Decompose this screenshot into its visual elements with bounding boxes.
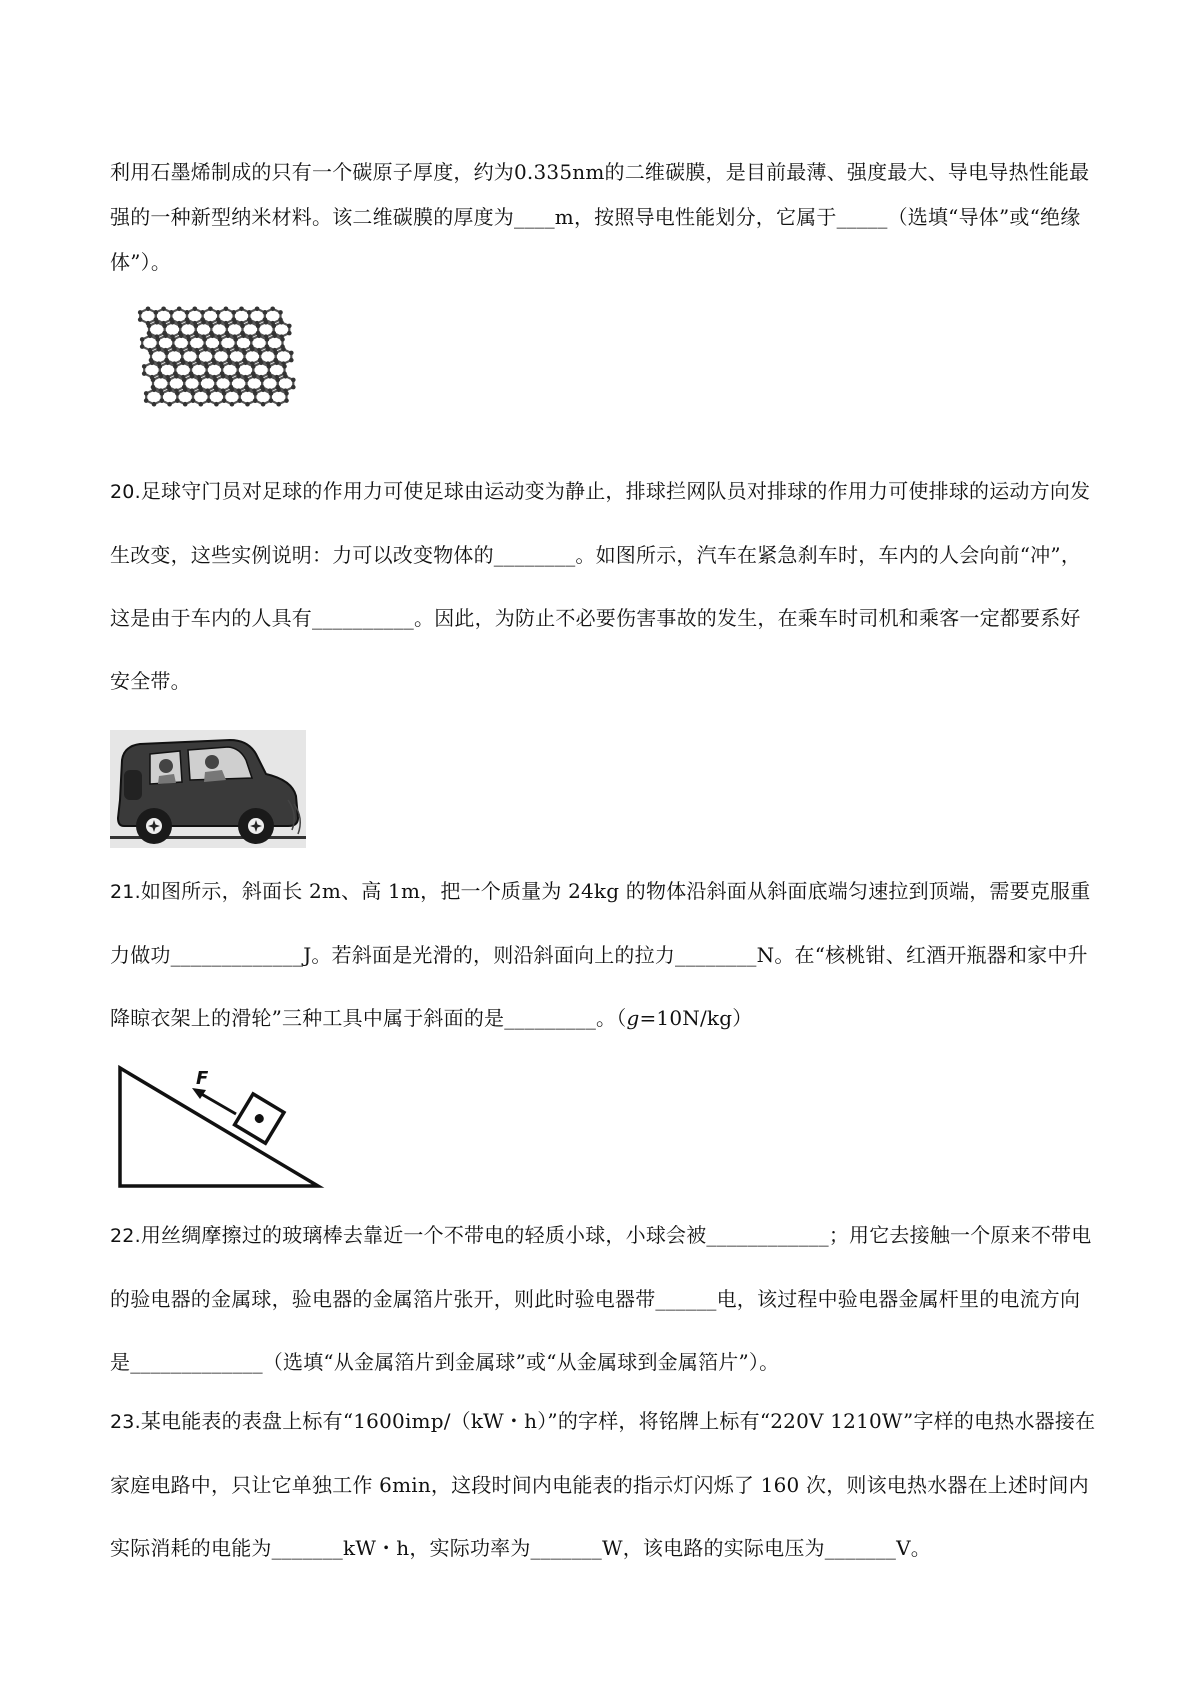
graphene-atom — [177, 307, 182, 312]
graphene-atom — [245, 402, 250, 407]
graphene-atom — [196, 351, 201, 356]
graphene-atom — [183, 402, 188, 407]
graphene-atom — [163, 334, 168, 339]
graphene-atom — [212, 361, 217, 366]
graphene-atom — [234, 347, 239, 352]
graphene-atom — [194, 324, 199, 329]
graphene-atom — [247, 310, 252, 315]
graphene-atom — [198, 378, 203, 383]
graphene-atom — [169, 310, 174, 315]
graphene-atom — [275, 378, 280, 383]
graphene-atom — [240, 324, 245, 329]
graphene-atom — [282, 364, 287, 369]
question-21 — [110, 860, 1100, 1050]
question-23-number: 23. — [110, 1411, 141, 1433]
graphene-atom — [150, 361, 155, 366]
graphene-atom — [220, 364, 225, 369]
graphene-atom — [281, 347, 286, 352]
graphene-atom — [209, 324, 214, 329]
graphene-atom — [274, 361, 279, 366]
graphene-atom — [179, 334, 184, 339]
graphene-atom — [278, 310, 283, 315]
question-20-text: 足球守门员对足球的作用力可使足球由运动变为静止，排球拦网队员对排球的作用力可使排球的运动方向发生改变，这些实例说明：力可以改变物体的________。如图所示，汽车在紧急刹车时，车内的人会向前“冲”，这是由于车内的人具有__________。因此，为防止不必要伤害事故的发生，在乘车时司机和乘客一定都要系好安全带。 — [110, 479, 1091, 693]
graphene-atom — [224, 307, 229, 312]
graphene-atom — [268, 374, 273, 379]
graphene-atom — [206, 391, 211, 396]
graphene-atom — [255, 307, 260, 312]
graphene-atom — [284, 398, 289, 403]
graphene-atom — [213, 378, 218, 383]
graphene-atom — [171, 337, 176, 342]
graphene-atom — [242, 351, 247, 356]
graphene-atom — [182, 378, 187, 383]
question-22 — [110, 1204, 1100, 1394]
graphene-atom — [226, 334, 231, 339]
graphene-atom — [174, 374, 179, 379]
braking-car-figure — [110, 730, 306, 848]
gravity-symbol: g — [626, 1006, 640, 1030]
graphene-atom — [261, 388, 266, 393]
graphene-atom — [152, 402, 157, 407]
graphene-atom — [229, 378, 234, 383]
question-19-text: 利用石墨烯制成的只有一个碳原子厚度，约为0.335nm的二维碳膜，是目前最薄、强度最大、导电导热性能最强的一种新型纳米材料。该二维碳膜的厚度为____m，按照导电性能划分，它属于_____（选填“导体”或“绝缘体”）。 — [110, 160, 1090, 274]
question-21-number: 21. — [110, 881, 141, 903]
graphene-atom — [245, 388, 250, 393]
graphene-atom — [156, 337, 161, 342]
graphene-atom — [173, 364, 178, 369]
question-21-text: 如图所示，斜面长 2m、高 1m，把一个质量为 24kg 的物体沿斜面从斜面底端匀速拉到顶端，需要克服重力做功_____________J。若斜面是光滑的，则沿斜面向上的拉力________N。在“核桃钳、红酒开瓶器和家中升降晾衣架上的滑轮”三种工具中属于斜面的是_________。（ — [110, 879, 1091, 1030]
graphene-atom — [261, 402, 266, 407]
graphene-atom — [172, 347, 177, 352]
graphene-atom — [191, 398, 196, 403]
graphene-atom — [257, 334, 262, 339]
graphene-atom — [271, 324, 276, 329]
graphene-atom — [270, 307, 275, 312]
question-23 — [110, 1390, 1100, 1580]
graphene-atom — [151, 378, 156, 383]
graphene-atom — [148, 334, 153, 339]
graphene-atom — [201, 320, 206, 325]
graphene-atom — [289, 358, 294, 363]
graphene-atom — [222, 391, 227, 396]
force-label: F — [196, 1068, 209, 1089]
graphene-atom — [155, 320, 160, 325]
graphene-atom — [165, 361, 170, 366]
graphene-atom — [164, 351, 169, 356]
graphene-atom — [217, 320, 222, 325]
graphene-atom — [142, 371, 147, 376]
graphene-atom — [287, 331, 292, 336]
graphene-atom — [236, 374, 241, 379]
graphene-atom — [167, 402, 172, 407]
graphene-atom — [233, 337, 238, 342]
graphene-atom — [252, 374, 257, 379]
graphene-atom — [259, 361, 264, 366]
graphene-atom — [191, 391, 196, 396]
graphene-atom — [188, 347, 193, 352]
graphene-atom — [202, 337, 207, 342]
graphene-atom — [272, 334, 277, 339]
graphene-atom — [157, 347, 162, 352]
graphene-atom — [206, 398, 211, 403]
graphene-atom — [186, 320, 191, 325]
graphene-atom — [149, 351, 154, 356]
graphene-atom — [219, 347, 224, 352]
graphene-atom — [185, 310, 190, 315]
graphene-atom — [147, 324, 152, 329]
graphene-atom — [200, 310, 205, 315]
question-23-text: 某电能表的表盘上标有“1600imp/（kW・h）”的字样，将铭牌上标有“220V 1210W”字样的电热水器接在家庭电路中，只让它单独工作 6min，这段时间内电能表的指示灯闪烁了 160 次，则该电热水器在上述时间内实际消耗的电能为_______kW・h，实际功率为_______W，该电路的实际电压为_______V。 — [110, 1409, 1096, 1560]
graphene-atom — [280, 337, 285, 342]
graphene-atom — [193, 307, 198, 312]
graphene-atom — [178, 324, 183, 329]
graphene-lattice-figure — [110, 298, 300, 438]
graphene-atom — [170, 320, 175, 325]
graphene-atom — [216, 310, 221, 315]
graphene-atom — [146, 307, 151, 312]
graphene-atom — [251, 364, 256, 369]
graphene-atom — [284, 391, 289, 396]
question-20 — [110, 460, 1100, 713]
graphene-atom — [253, 398, 258, 403]
graphene-atom — [166, 378, 171, 383]
graphene-atom — [190, 374, 195, 379]
graphene-atom — [208, 307, 213, 312]
graphene-atom — [230, 388, 235, 393]
graphene-atom — [211, 351, 216, 356]
question-22-number: 22. — [110, 1225, 141, 1247]
graphene-atom — [140, 337, 145, 342]
graphene-atom — [228, 361, 233, 366]
graphene-atom — [181, 361, 186, 366]
graphene-atom — [291, 378, 296, 383]
graphene-atom — [187, 337, 192, 342]
graphene-atom — [138, 310, 143, 315]
graphene-atom — [158, 364, 163, 369]
graphene-atom — [197, 361, 202, 366]
graphene-atom — [291, 385, 296, 390]
graphene-atom — [180, 351, 185, 356]
graphene-atom — [162, 324, 167, 329]
graphene-atom — [237, 391, 242, 396]
graphene-atom — [237, 398, 242, 403]
graphene-atom — [289, 351, 294, 356]
graphene-atom — [283, 374, 288, 379]
graphene-atom — [279, 320, 284, 325]
graphene-atom — [152, 388, 157, 393]
graphene-atom — [244, 378, 249, 383]
graphene-atom — [160, 398, 165, 403]
graphene-atom — [199, 402, 204, 407]
graphene-atom — [273, 351, 278, 356]
graphene-atom — [160, 391, 165, 396]
graphene-atom — [276, 388, 281, 393]
graphene-atom — [214, 402, 219, 407]
graphene-atom — [167, 388, 172, 393]
graphene-atom — [225, 324, 230, 329]
graphene-atom — [249, 337, 254, 342]
graphene-atom — [195, 334, 200, 339]
graphene-atom — [267, 364, 272, 369]
graphene-atom — [218, 337, 223, 342]
graphene-atom — [269, 391, 274, 396]
graphene-atom — [199, 388, 204, 393]
graphene-atom — [189, 364, 194, 369]
graphene-atom — [142, 364, 147, 369]
graphene-atom — [250, 347, 255, 352]
graphene-atom — [256, 324, 261, 329]
graphene-atom — [265, 337, 270, 342]
graphene-atom — [243, 361, 248, 366]
graphene-atom — [144, 398, 149, 403]
graphene-atom — [239, 307, 244, 312]
graphene-atom — [222, 398, 227, 403]
graphene-atom — [241, 334, 246, 339]
graphene-atom — [276, 402, 281, 407]
graphene-atom — [253, 391, 258, 396]
question-21-text-end: =10N/kg） — [639, 1006, 753, 1030]
graphene-atom — [248, 320, 253, 325]
question-19 — [110, 150, 1100, 285]
graphene-atom — [287, 324, 292, 329]
graphene-atom — [232, 320, 237, 325]
graphene-atom — [144, 391, 149, 396]
graphene-atom — [204, 364, 209, 369]
question-22-text: 用丝绸摩擦过的玻璃棒去靠近一个不带电的轻质小球，小球会被____________；用它去接触一个原来不带电的验电器的金属球，验电器的金属箔片张开，则此时验电器带______电，该过程中验电器金属杆里的电流方向是_____________（选填“从金属箔片到金属球”或“从金属球到金属箔片”）。 — [110, 1223, 1092, 1374]
graphene-atom — [175, 391, 180, 396]
graphene-atom — [214, 388, 219, 393]
graphene-atom — [258, 351, 263, 356]
graphene-atom — [230, 402, 235, 407]
graphene-atom — [227, 351, 232, 356]
graphene-atom — [140, 344, 145, 349]
graphene-atom — [210, 334, 215, 339]
graphene-atom — [159, 374, 164, 379]
graphene-atom — [154, 310, 159, 315]
graphene-atom — [183, 388, 188, 393]
graphene-atom — [221, 374, 226, 379]
graphene-atom — [175, 398, 180, 403]
graphene-atom — [264, 320, 269, 325]
graphene-atom — [205, 374, 210, 379]
graphene-atom — [138, 317, 143, 322]
graphene-atom — [260, 378, 265, 383]
graphene-atom — [266, 347, 271, 352]
graphene-atom — [263, 310, 268, 315]
graphene-atom — [203, 347, 208, 352]
graphene-atom — [235, 364, 240, 369]
inclined-plane-figure — [118, 1062, 348, 1192]
graphene-atom — [231, 310, 236, 315]
graphene-atom — [269, 398, 274, 403]
question-20-number: 20. — [110, 481, 141, 503]
graphene-atom — [161, 307, 166, 312]
